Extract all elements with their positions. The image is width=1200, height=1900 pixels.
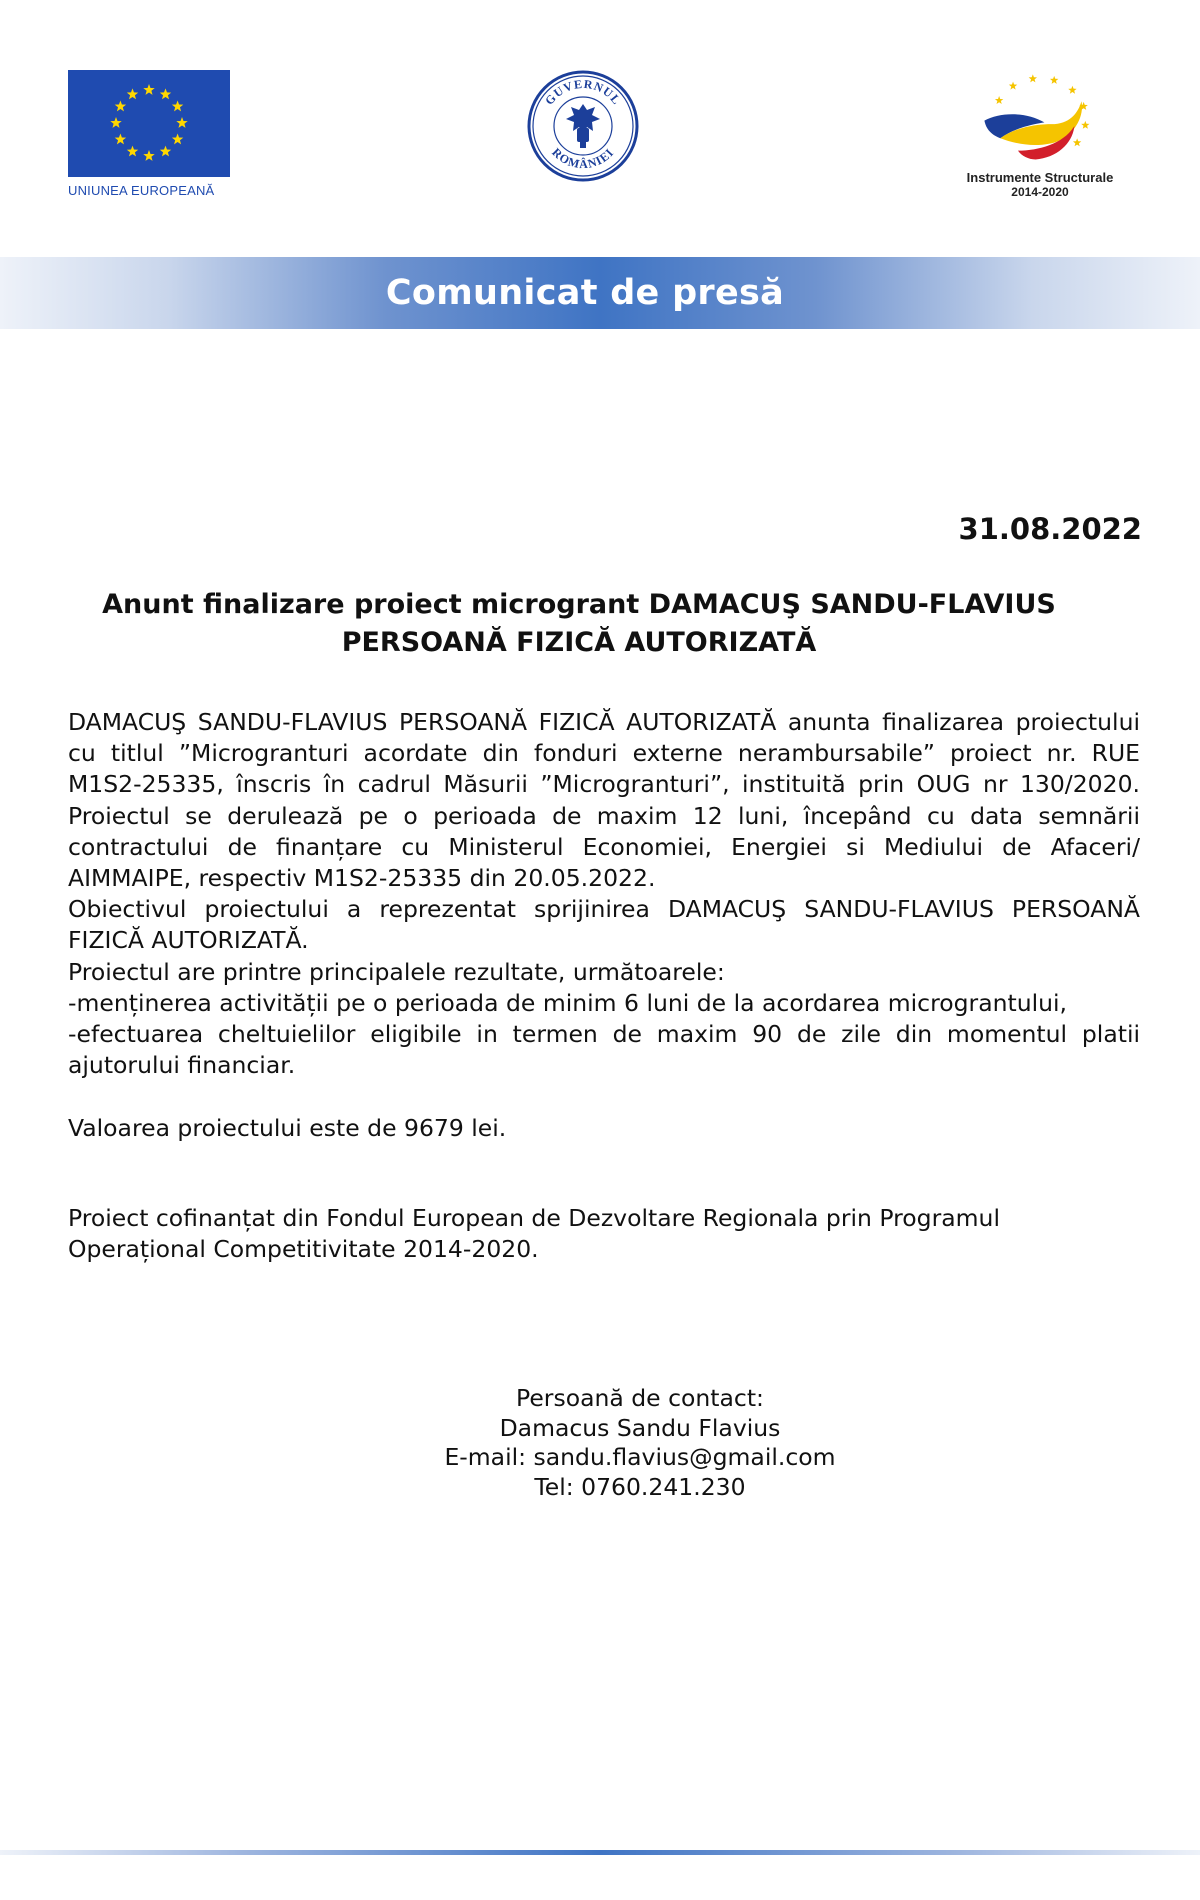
body-line: M1S2-25335, înscris în cadrul Măsurii ”Microgranturi”, instituită prin OUG nr 130/2020. <box>68 770 1140 799</box>
contact-name: Damacus Sandu Flavius <box>499 1413 781 1442</box>
body-line: DAMACUŞ SANDU-FLAVIUS PERSOANĂ FIZICĂ AUTORIZATĂ anunta finalizarea proiectului <box>68 708 1140 736</box>
is-star-icon <box>995 96 1003 104</box>
headline-line: PERSOANĂ FIZICĂ AUTORIZATĂ <box>341 627 817 658</box>
svg-text:ROMÂNIEI: ROMÂNIEI <box>549 145 617 172</box>
is-star-icon <box>1029 74 1037 82</box>
headline-line: Anunt finalizare proiect microgrant DAMACUŞ SANDU-FLAVIUS <box>102 589 1056 620</box>
is-logo-years: 2014-2020 <box>1011 185 1069 199</box>
contact-label: Persoană de contact: <box>516 1384 764 1412</box>
body-line: AIMMAIPE, respectiv M1S2-25335 din 20.05.2022. <box>68 864 656 893</box>
body-line: FIZICĂ AUTORIZATĂ. <box>68 926 309 955</box>
contact-phone: Tel: 0760.241.230 <box>534 1472 746 1501</box>
svg-text:GUVERNUL: GUVERNUL <box>542 76 624 108</box>
cofinancing-note <box>68 1203 1140 1265</box>
body-text <box>68 707 1140 1081</box>
contact-email: E-mail: sandu.flavius@gmail.com <box>444 1443 836 1471</box>
is-star-icon <box>1009 82 1017 90</box>
is-star-icon <box>1081 121 1089 129</box>
body-line: cu titlul ”Microgranturi acordate din fonduri externe nerambursabile” proiect nr. RUE <box>68 739 1140 768</box>
eu-caption: UNIUNEA EUROPEANĂ <box>68 183 215 198</box>
body-line: contractului de finanțare cu Ministerul Economiei, Energiei si Mediului de Afaceri/ <box>68 832 1140 861</box>
contact-block <box>400 1384 880 1502</box>
body-line: Proiectul se derulează pe o perioada de maxim 12 luni, începând cu data semnării <box>68 801 1140 830</box>
body-line: Obiectivul proiectului a reprezentat sprijinirea DAMACUŞ SANDU-FLAVIUS PERSOANĂ <box>68 895 1140 924</box>
is-star-icon <box>1068 86 1076 94</box>
is-logo-title: Instrumente Structurale <box>966 170 1114 185</box>
eu-logo <box>68 70 230 198</box>
body-line: -efectuarea cheltuielilor eligibile in termen de maxim 90 de zile din momentul platii <box>68 1020 1140 1049</box>
body-line: -menținerea activității pe o perioada de minim 6 luni de la acordarea micrograntului, <box>68 988 1068 1017</box>
footer-divider <box>0 1850 1200 1855</box>
headline <box>68 586 1090 662</box>
instrumente-structurale-logo <box>955 68 1125 199</box>
banner-title: Comunicat de presă <box>385 273 785 313</box>
instrumente-structurale-swirl-icon <box>965 68 1115 168</box>
is-star-icon <box>1050 76 1058 84</box>
release-date: 31.08.2022 <box>958 512 1142 546</box>
cofinancing-line: Proiect cofinanțat din Fondul European de Dezvoltare Regionala prin Programul <box>68 1204 1000 1232</box>
cofinancing-line: Operațional Competitivitate 2014-2020. <box>68 1235 539 1263</box>
body-line: ajutorului financiar. <box>68 1051 296 1080</box>
eu-flag-icon <box>68 70 230 177</box>
body-line: Proiectul are printre principalele rezultate, următoarele: <box>68 957 725 986</box>
romanian-government-seal-icon <box>527 70 639 182</box>
press-release-banner <box>0 257 1200 329</box>
project-value: Valoarea proiectului este de 9679 lei. <box>68 1114 507 1142</box>
is-star-icon <box>1073 138 1081 146</box>
